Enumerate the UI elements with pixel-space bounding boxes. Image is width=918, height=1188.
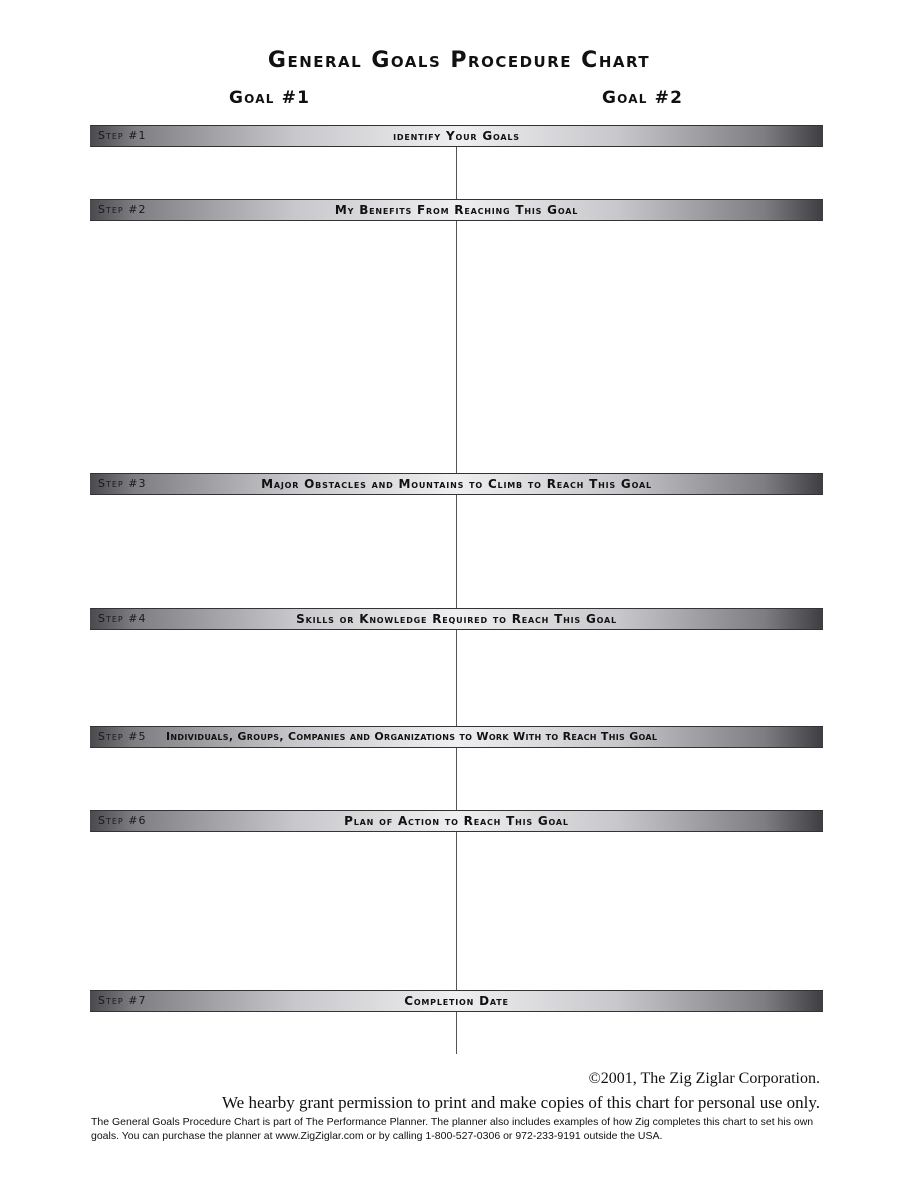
goal-1-heading: Goal #1 <box>229 88 311 108</box>
step-5-bar <box>90 726 823 748</box>
step-6-column-divider <box>456 832 457 990</box>
page-title: General Goals Procedure Chart <box>267 48 651 73</box>
step-7-label: Step #7 <box>98 994 147 1007</box>
step-1-bar <box>90 125 823 147</box>
permission-notice: We hearby grant permission to print and make copies of this chart for personal use only. <box>221 1093 820 1112</box>
step-3-column-divider <box>456 495 457 608</box>
step-5-title: Individuals, Groups, Companies and Organizations to Work With to Reach This Goal <box>166 730 658 743</box>
step-4-column-divider <box>456 630 457 726</box>
step-6-bar <box>90 810 823 832</box>
copyright-notice: ©2001, The Zig Ziglar Corporation. <box>588 1070 820 1087</box>
step-2-label: Step #2 <box>98 203 147 216</box>
step-7-title: Completion Date <box>404 994 509 1008</box>
step-1-title: identify Your Goals <box>393 129 520 143</box>
step-2-column-divider <box>456 221 457 473</box>
step-4-bar <box>90 608 823 630</box>
step-7-column-divider <box>456 1012 457 1054</box>
step-2-bar <box>90 199 823 221</box>
step-3-label: Step #3 <box>98 477 147 490</box>
step-4-label: Step #4 <box>98 612 147 625</box>
step-7-bar <box>90 990 823 1012</box>
footer-note: The General Goals Procedure Chart is part of The Performance Planner. The planner also includes examples of how Zig completes this chart to set his own goals. You can purchase the planner at www.ZigZiglar.com or by calling 1-800-527-0306 or 972-233-9191 outside the USA. <box>91 1116 814 1142</box>
step-5-label: Step #5 <box>98 730 147 743</box>
step-2-title: My Benefits From Reaching This Goal <box>334 203 579 217</box>
step-4-title: Skills or Knowledge Required to Reach This Goal <box>296 612 617 626</box>
step-3-title: Major Obstacles and Mountains to Climb to Reach This Goal <box>261 477 652 491</box>
step-6-title: Plan of Action to Reach This Goal <box>344 814 569 828</box>
step-1-label: Step #1 <box>98 129 147 142</box>
goal-2-heading: Goal #2 <box>602 88 684 108</box>
step-6-label: Step #6 <box>98 814 147 827</box>
step-1-column-divider <box>456 147 457 199</box>
step-3-bar <box>90 473 823 495</box>
step-5-column-divider <box>456 748 457 810</box>
